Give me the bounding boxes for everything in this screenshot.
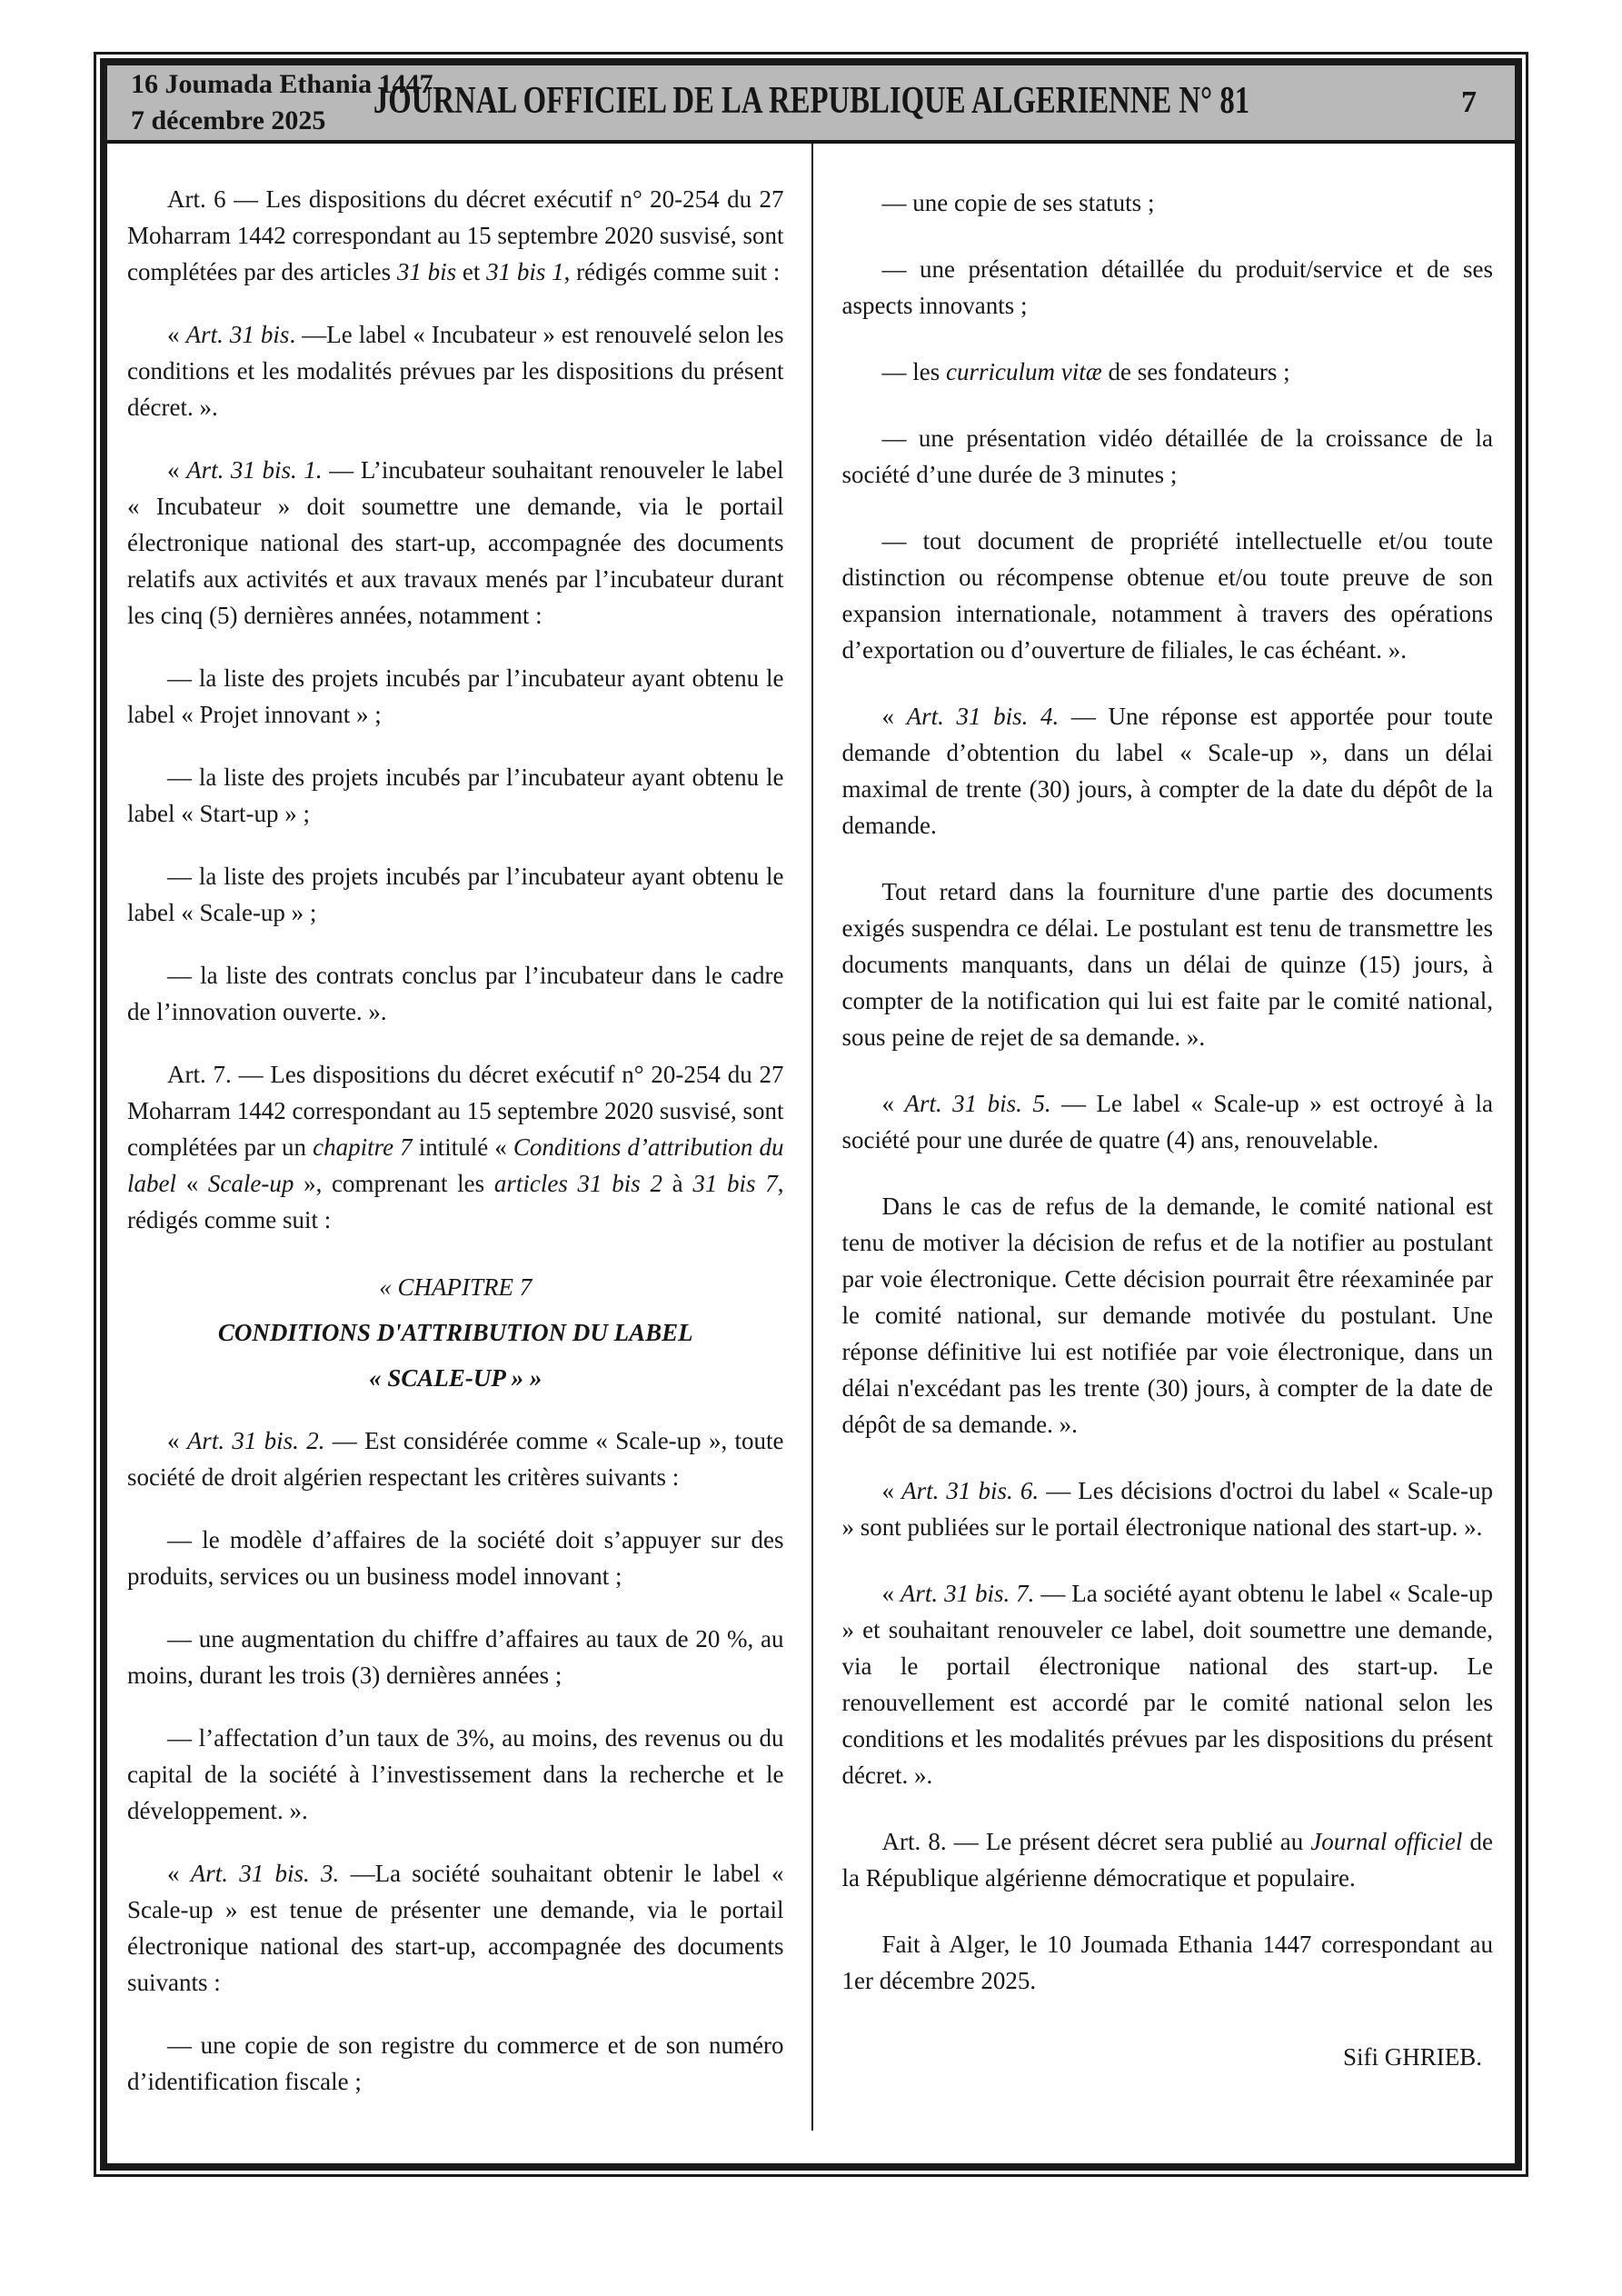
paragraph: « Art. 31 bis. 1. — L’incubateur souhaitant renouveler le label « Incubateur » doit soumettre une demande, via le portail électronique national des start-up, accompagnée des documents relatifs aux activités et aux travaux menés par l’incubateur durant les cinq (5) dernières années, notamment : (127, 456, 784, 629)
paragraph: — une copie de son registre du commerce et de son numéro d’identification fiscale ; (127, 2031, 784, 2095)
paragraph: « Art. 31 bis. 5. — Le label « Scale-up » est octroyé à la société pour une durée de quatre (4) ans, renouvelable. (841, 1090, 1494, 1153)
paragraph: — la liste des projets incubés par l’incubateur ayant obtenu le label « Projet innovant » ; (127, 664, 784, 728)
paragraph: « CHAPITRE 7 (379, 1273, 532, 1301)
paragraph: « Art. 31 bis. 7. — La société ayant obtenu le label « Scale-up » et souhaitant renouveler ce label, doit soumettre une demande, via le portail électronique national des start-up. Le renouvellement est accordé par le comité national selon les conditions et les modalités prévues par les dispositions du présent décret. ». (841, 1580, 1494, 1789)
left-column (107, 144, 811, 2163)
paragraph: CONDITIONS D'ATTRIBUTION DU LABEL (217, 1319, 693, 1346)
paragraph: — la liste des projets incubés par l’incubateur ayant obtenu le label « Scale-up » ; (127, 863, 784, 926)
page-body (107, 144, 1515, 2163)
paragraph: « Art. 31 bis. —Le label « Incubateur » est renouvelé selon les conditions et les modalités prévues par les dispositions du présent décret. ». (127, 321, 784, 421)
paragraph: Tout retard dans la fourniture d'une partie des documents exigés suspendra ce délai. Le postulant est tenu de transmettre les documents manquants, dans un délai de quinze (15) jours, à compter de la notification qui lui est faite par le comité national, sous peine de rejet de sa demande. ». (841, 878, 1493, 1051)
paragraph: « Art. 31 bis. 4. — Une réponse est apportée pour toute demande d’obtention du label « Scale-up », dans un délai maximal de trente (30) jours, à compter de la date du dépôt de la demande. (841, 703, 1493, 839)
hijri-date: 16 Joumada Ethania 1447 (131, 69, 433, 100)
paragraph: « Art. 31 bis. 6. — Les décisions d'octroi du label « Scale-up » sont publiées sur le portail électronique national des start-up. ». (841, 1477, 1494, 1541)
paragraph: Fait à Alger, le 10 Joumada Ethania 1447 correspondant au 1er décembre 2025. (841, 1931, 1493, 1994)
masthead (107, 65, 1515, 144)
paragraph: — une présentation vidéo détaillée de la croissance de la société d’une durée de 3 minutes ; (841, 424, 1493, 488)
paragraph: — la liste des projets incubés par l’incubateur ayant obtenu le label « Start-up » ; (127, 764, 784, 827)
paragraph: — les curriculum vitæ de ses fondateurs ; (881, 358, 1290, 385)
paragraph: — le modèle d’affaires de la société doit s’appuyer sur des produits, services ou un business model innovant ; (127, 1526, 784, 1590)
paragraph: « SCALE-UP » » (369, 1364, 542, 1392)
paragraph: Sifi GHRIEB. (1342, 2043, 1482, 2071)
paragraph: — l’affectation d’un taux de 3%, au moins, des revenus ou du capital de la société à l’investissement dans la recherche et le développement. ». (127, 1724, 784, 1824)
paragraph: — une présentation détaillée du produit/service et de ses aspects innovants ; (841, 255, 1493, 319)
column-divider (811, 144, 813, 2131)
paragraph: « Art. 31 bis. 2. — Est considérée comme « Scale-up », toute société de droit algérien respectant les critères suivants : (127, 1427, 784, 1491)
page-frame-inner (100, 58, 1522, 2171)
page-number: 7 (1461, 85, 1477, 119)
journal-title: JOURNAL OFFICIEL DE LA REPUBLIQUE ALGERIENNE N° 81 (373, 80, 1249, 123)
paragraph: Art. 6 — Les dispositions du décret exécutif n° 20-254 du 27 Moharram 1442 correspondant au 15 septembre 2020 susvisé, sont complétées par des articles 31 bis et 31 bis 1, rédigés comme suit : (127, 185, 784, 285)
paragraph: — tout document de propriété intellectuelle et/ou toute distinction ou récompense obtenue et/ou toute preuve de son expansion internationale, notamment à travers des opérations d’exportation ou d’ouverture de filiales, le cas échéant. ». (841, 527, 1493, 664)
paragraph: « Art. 31 bis. 3. —La société souhaitant obtenir le label « Scale-up » est tenue de présenter une demande, via le portail électronique national des start-up, accompagnée des documents suivants : (127, 1860, 784, 1996)
paragraph: Art. 7. — Les dispositions du décret exécutif n° 20-254 du 27 Moharram 1442 correspondant au 15 septembre 2020 susvisé, sont complétées par un chapitre 7 intitulé « Conditions d’attribution du label « Scale-up », comprenant les articles 31 bis 2 à 31 bis 7, rédigés comme suit : (127, 1061, 784, 1233)
paragraph: — la liste des contrats conclus par l’incubateur dans le cadre de l’innovation ouverte. ». (127, 962, 784, 1025)
paragraph: — une augmentation du chiffre d’affaires au taux de 20 %, au moins, durant les trois (3) dernières années ; (127, 1625, 784, 1689)
paragraph: Art. 8. — Le présent décret sera publié au Journal officiel de la République algérienne démocratique et populaire. (841, 1828, 1494, 1892)
right-column (811, 144, 1516, 2163)
paragraph: — une copie de ses statuts ; (881, 189, 1155, 216)
gregorian-date: 7 décembre 2025 (131, 105, 326, 135)
paragraph: Dans le cas de refus de la demande, le comité national est tenu de motiver la décision de refus et de la notifier au postulant par voie électronique. Cette décision pourrait être réexaminée par le comité national, sur demande motivée du postulant. Une réponse définitive lui est notifiée par voie électronique, dans un délai n'excédant pas les trente (30) jours, à compter de la date de dépôt de sa demande. ». (841, 1193, 1493, 1438)
page-frame (94, 52, 1528, 2177)
